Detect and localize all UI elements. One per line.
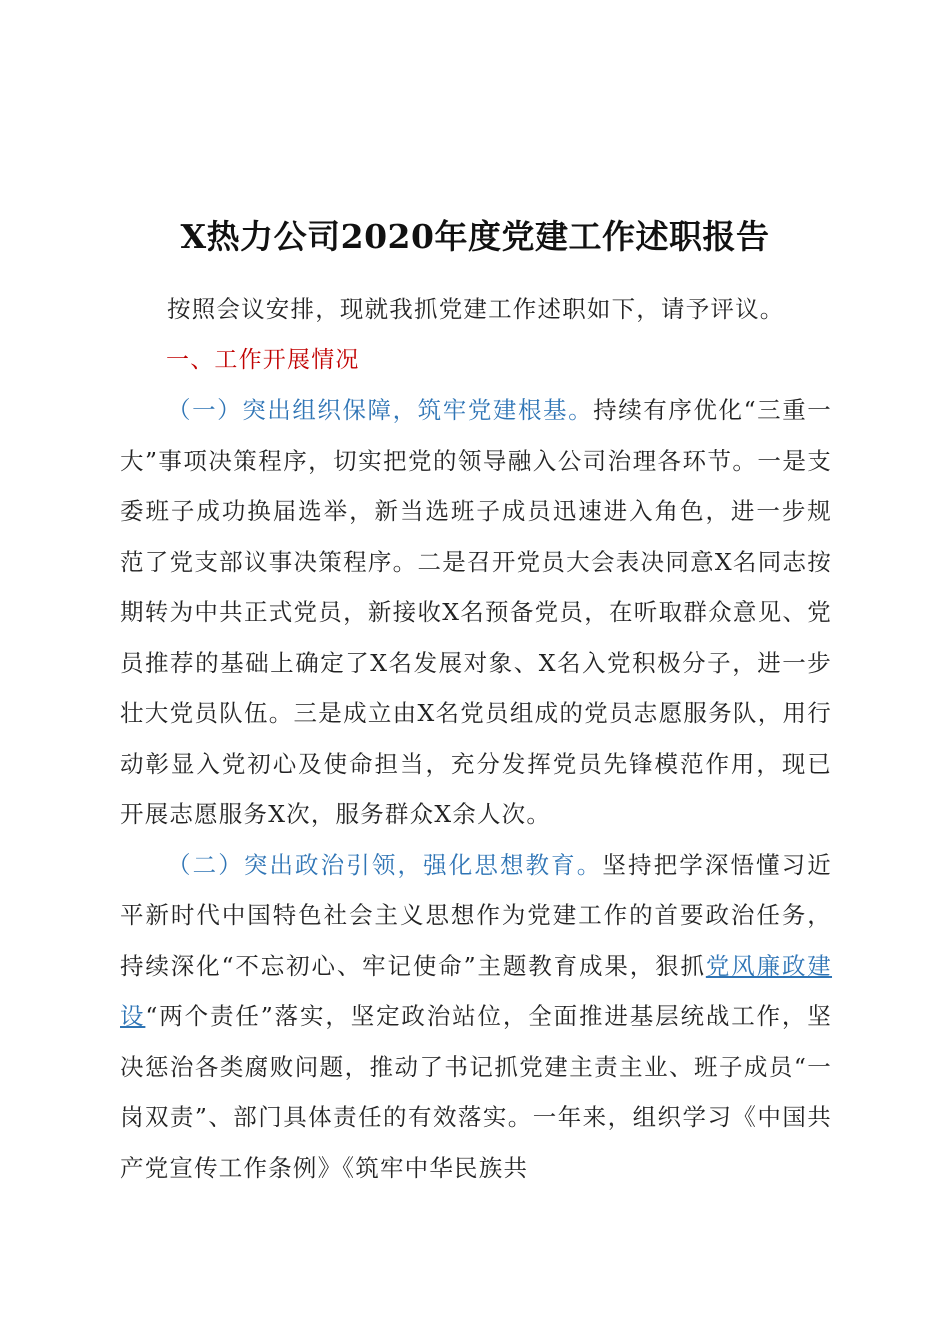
document-body [120,284,832,1193]
paragraph-organization-guarantee [120,385,832,840]
party-integrity-link[interactable]: 党风廉政建设 [120,951,833,1030]
paragraph-political-guidance-text-b: “两个责任”落实，坚定政治站位，全面推进基层统战工作，坚决惩治各类腐败问题，推动了书记抓党建主责主业、班子成员“一岗双责”、部门具体责任的有效落实。一年来，组织学习《中国共产党宣传工作条例》《筑牢中华民族共 [120,1002,832,1182]
intro-paragraph: 按照会议安排，现就我抓党建工作述职如下，请予评议。 [167,295,785,323]
paragraph-organization-guarantee-text: 持续有序优化“三重一大”事项决策程序，切实把党的领导融入公司治理各环节。一是支委班子成功换届选举，新当选班子成员迅速进入角色，进一步规范了党支部议事决策程序。二是召开党员大会表决同意X名同志按期转为中共正式党员，新接收X名预备党员，在听取群众意见、党员推荐的基础上确定了X名发展对象、X名入党积极分子，进一步壮大党员队伍。三是成立由X名党员组成的党员志愿服务队，用行动彰显入党初心及使命担当，充分发挥党员先锋模范作用，现已开展志愿服务X次，服务群众X余人次。 [120,396,833,828]
section-heading-work-status: 一、工作开展情况 [166,346,360,373]
document-title: X热力公司2020年度党建工作述职报告 [180,217,770,256]
subheading-organization-guarantee: （一）突出组织保障，筑牢党建根基。 [167,396,594,424]
subheading-political-guidance: （二）突出政治引领，强化思想教育。 [167,850,603,879]
paragraph-political-guidance-text-a: 坚持把学深悟懂习近平新时代中国特色社会主义思想作为党建工作的首要政治任务，持续深化“不忘初心、牢记使命”主题教育成果，狠抓 [120,850,832,980]
paragraph-political-guidance [120,840,832,1194]
